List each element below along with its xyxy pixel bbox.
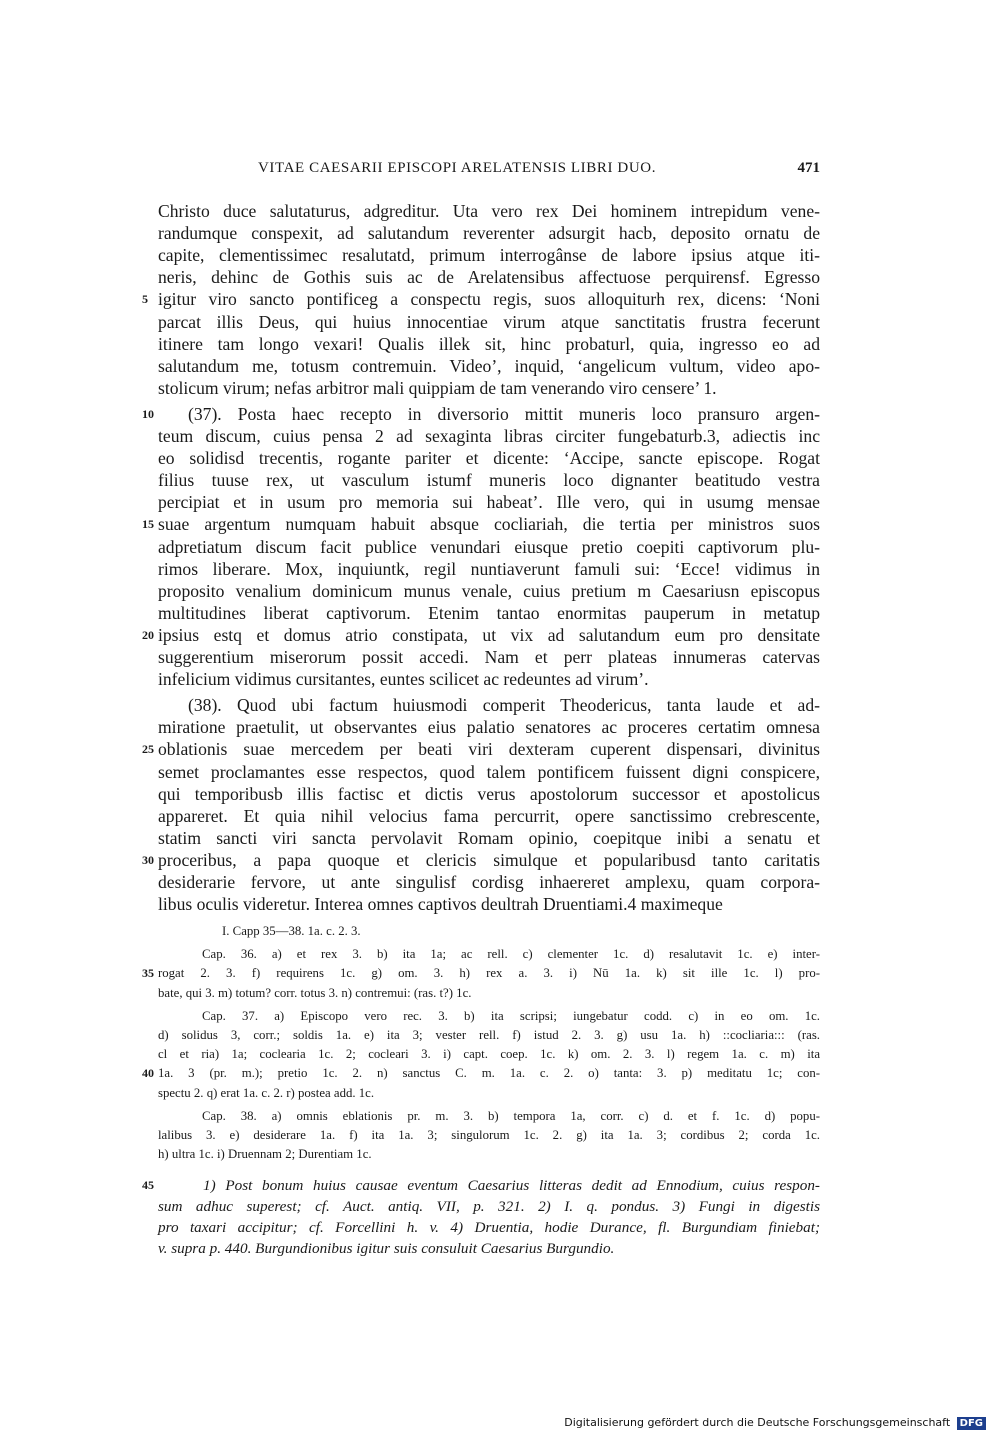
main-text-line: adpretiatum discum facit publice venundari eiusque pretio coepiti captivorum plu- xyxy=(158,536,820,557)
main-text-line: proceribus, a papa quoque et clericis simulque et popularibusd tanto caritatis xyxy=(158,849,820,870)
main-text-line: (37). Posta haec recepto in diversorio mittit muneris loco pransuro argen- xyxy=(188,403,820,424)
main-text-line: oblationis suae mercedem per beati viri dexteram cuperent dispensari, divinitus xyxy=(158,739,820,760)
main-text-line: salutandum me, totusm contremuin. Video’, inquid, ‘angelicum vultum, video apo- xyxy=(158,355,820,376)
line-number: 20 xyxy=(142,627,154,642)
main-text-line: multitudines liberat captivorum. Etenim tantao enormitas pauperum in metatup xyxy=(158,602,820,623)
footer-credit xyxy=(564,1416,986,1430)
main-text-line: neris, dehinc de Gothis suis ac de Arelatensibus affectuose perquirensf. Egresso xyxy=(158,267,820,288)
main-text-line: stolicum virum; nefas arbitror mali quippiam de tam venerando viro censere’ 1. xyxy=(158,377,717,398)
main-text-line: infelicium vidimus cursitantes, euntes scilicet ac redeuntes ad virum’. xyxy=(158,669,649,690)
main-text-line: filius tuuse rex, ut vasculum istumf muneris loco dignanter beatitudo vestra xyxy=(158,470,820,491)
line-number: 30 xyxy=(142,852,154,867)
apparatus-line: Cap. 36. a) et rex 3. b) ita 1a; ac rell. c) clementer 1c. d) resalutavit 1c. e) inter- xyxy=(202,947,820,962)
line-number: 5 xyxy=(142,292,148,307)
apparatus-line: Cap. 37. a) Episcopo vero rec. 3. b) ita scripsi; iungebatur codd. c) in eo om. 1c. xyxy=(202,1008,820,1023)
line-number: 45 xyxy=(142,1178,154,1192)
apparatus-line: h) ultra 1c. i) Druennam 2; Durentiam 1c. xyxy=(158,1147,372,1162)
main-text-line: teum discum, cuius pensa 2 ad sexaginta libras circiter fungebaturb.3, adiectis inc xyxy=(158,426,820,446)
main-text-line: igitur viro sancto pontificeg a conspectu regis, suos alloquiturh rex, dicens: ‘Noni xyxy=(158,289,820,310)
main-text-line: (38). Quod ubi factum huiusmodi comperit Theodericus, tanta laude et ad- xyxy=(188,695,820,716)
apparatus-line: d) solidus 3, corr.; soldis 1a. e) ita 3; vester rell. f) istud 2. 3. g) usu 1a. h) ::cocliaria::: (ras. xyxy=(158,1028,820,1042)
main-text-line: capite, clementissimec resalutatd, primum interrogânse de labore ipsius atque iti- xyxy=(158,245,820,266)
footnotes-line: sum adhuc superest; cf. Auct. antiq. VII, p. 321. 2) I. q. pondus. 3) Fungi in digestis xyxy=(158,1198,820,1215)
main-text-line: libus oculis videretur. Interea omnes captivos deultrah Druentiami.4 maximeque xyxy=(158,894,723,915)
line-number: 10 xyxy=(142,406,154,421)
running-title: VITAE CAESARII EPISCOPI ARELATENSIS LIBRI DUO. xyxy=(258,160,657,176)
footnotes-line: v. supra p. 440. Burgundionibus igitur suis consuluit Caesarius Burgundio. xyxy=(158,1240,615,1257)
main-text-line: parcat illis Deus, qui huius innocentiae virum atque sanctitatis frustra fecerunt xyxy=(158,311,820,332)
apparatus-line: 1a. 3 (pr. m.); pretio 1c. 2. n) sanctus C. m. 1a. c. 2. o) tanta: 3. p) meditatu 1c; con- xyxy=(158,1066,820,1081)
main-text-line: Christo duce salutaturus, adgreditur. Uta vero rex Dei hominem intrepidum vene- xyxy=(158,201,820,221)
line-number: 15 xyxy=(142,517,154,532)
main-text-line: suggerentium miserorum possit accedi. Nam et perr plateas innumeras catervas xyxy=(158,647,820,667)
main-text-line: randumque conspexit, ad salutandum reverenter adsurgit hacb, deposito ornatu de xyxy=(158,223,820,244)
line-number: 35 xyxy=(142,966,154,981)
line-number: 25 xyxy=(142,742,154,757)
main-text-line: qui temporibusb illis factisc et dictis verus apostolorum successor et apostolicus xyxy=(158,783,820,804)
main-text-line: appareret. Et quia nihil velocius fama percurrit, opere sanctissimo crebrescente, xyxy=(158,805,820,826)
apparatus-line: rogat 2. 3. f) requirens 1c. g) om. 3. h) rex a. 3. i) Nū 1a. k) sit ille 1c. l) pro- xyxy=(158,966,820,981)
main-text-line: desiderarie fervore, ut ante singulisf cordisg inhaereret amplexu, quam corpora- xyxy=(158,872,820,892)
running-header xyxy=(158,160,820,184)
page-number: 471 xyxy=(797,160,820,176)
main-text-line: itinere tam longo vexari! Qualis illek sit, hinc probaturl, quia, ingresso eo ad xyxy=(158,333,820,354)
footnotes-line: pro taxari accipitur; cf. Forcellini h. v. 4) Druentia, hodie Durance, fl. Burgundiam finiebat; xyxy=(158,1219,820,1236)
main-text-line: percipiat et in usum pro memoria sui habeat’. Ille vero, qui in usumg mensae xyxy=(158,492,820,513)
footer-text: Digitalisierung gefördert durch die Deutsche Forschungsgemeinschaft xyxy=(564,1416,951,1429)
main-text-line: suae argentum numquam habuit absque cocliariah, die tertia per ministros suos xyxy=(158,514,820,535)
line-number: 40 xyxy=(142,1066,154,1081)
main-text-line: ipsius estq et domus atrio constipata, ut vix ad salutandum eum pro densitate xyxy=(158,624,820,645)
main-text-line: miratione praetulit, ut observantes eius palatio senatores ac proceres certatim omnesa xyxy=(158,717,820,738)
main-text-line: rimos liberare. Mox, inquiuntk, regil nuntiaverunt famuli sui: ‘Ecce! vidimus in xyxy=(158,558,820,579)
apparatus-line: bate, qui 3. m) totum? corr. totus 3. n) contremui: (ras. t?) 1c. xyxy=(158,985,472,1000)
apparatus-line: lalibus 3. e) desiderare 1a. f) ita 1a. 3; singulorum 1c. 2. g) ita 1a. 3; cordibus 2; corda 1c. xyxy=(158,1128,820,1142)
footnotes-line: 1) Post bonum huius causae eventum Caesarius litteras dedit ad Ennodium, cuius respon- xyxy=(203,1177,820,1194)
main-text-line: statim sancti viri sancta pervolavit Romam opinio, coepitque inibi a senatu et xyxy=(158,827,820,848)
apparatus-line: Cap. 38. a) omnis eblationis pr. m. 3. b) tempora 1a, corr. c) d. et f. 1c. d) popu- xyxy=(202,1108,820,1123)
main-text-line: eo solidisd trecentis, rogante pariter et dicente: ‘Accipe, sancte episcope. Rogat xyxy=(158,448,820,469)
apparatus-line: I. Capp 35—38. 1a. c. 2. 3. xyxy=(222,924,361,938)
dfg-logo: DFG xyxy=(957,1417,986,1430)
apparatus-line: spectu 2. q) erat 1a. c. 2. r) postea add. 1c. xyxy=(158,1085,375,1100)
apparatus-line: cl et ria) 1a; coclearia 1c. 2; cocleari 3. i) capt. coep. 1c. k) om. 2. 3. l) regem 1a. c. m) ita xyxy=(158,1047,820,1062)
main-text-line: proposito venalium dominicum munus venale, cuius pretium m Caesariusn episcopus xyxy=(158,580,820,601)
main-text-line: semet proclamantes esse respectos, quod talem pontificem fuissent digni conspicere, xyxy=(158,761,820,782)
